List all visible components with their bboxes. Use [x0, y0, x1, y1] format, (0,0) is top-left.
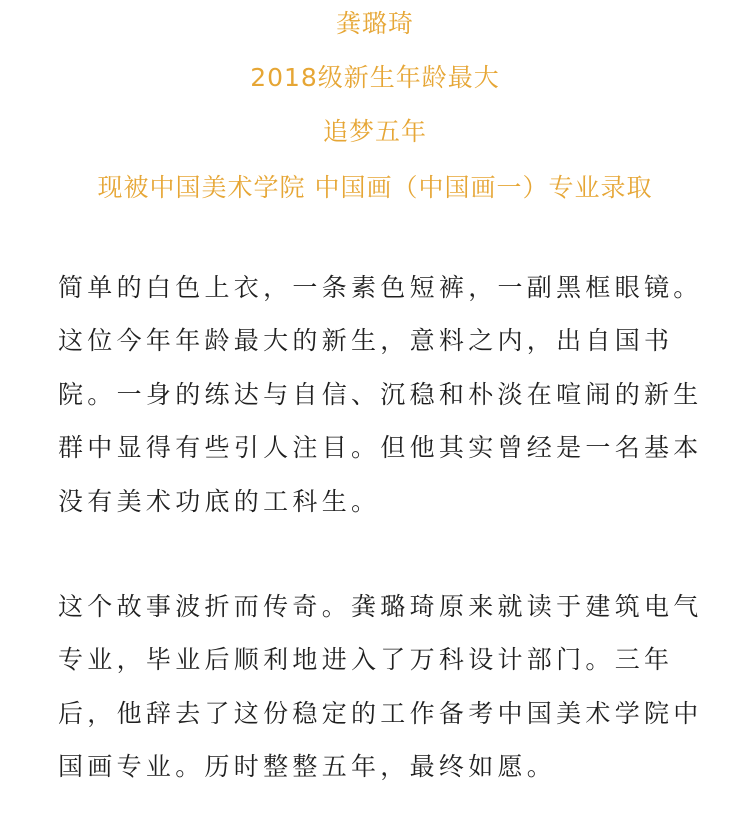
paragraph-line: 国画专业。历时整整五年，最终如愿。: [58, 752, 557, 781]
paragraph-line: 这位今年年龄最大的新生，意料之内，出自国书: [58, 326, 674, 355]
admission-info: 现被中国美术学院 中国画（中国画一）专业录取: [97, 173, 653, 202]
paragraph-line: 后，他辞去了这份稳定的工作备考中国美术学院中: [58, 699, 703, 728]
paragraph-line: 专业，毕业后顺利地进入了万科设计部门。三年: [58, 645, 674, 674]
grade-title: 2018级新生年龄最大: [250, 63, 500, 92]
paragraph-line: 这个故事波折而传奇。龚璐琦原来就读于建筑电气: [58, 592, 703, 621]
paragraph-line: 没有美术功底的工科生。: [58, 487, 381, 516]
paragraph-line: 简单的白色上衣，一条素色短裤，一副黑框眼镜。: [58, 273, 703, 302]
paragraph-line: 院。一身的练达与自信、沉稳和朴淡在喧闹的新生: [58, 380, 703, 409]
student-name: 龚璐琦: [335, 9, 414, 38]
paragraph-line: 群中显得有些引人注目。但他其实曾经是一名基本: [58, 433, 703, 462]
dream-years: 追梦五年: [322, 117, 427, 146]
